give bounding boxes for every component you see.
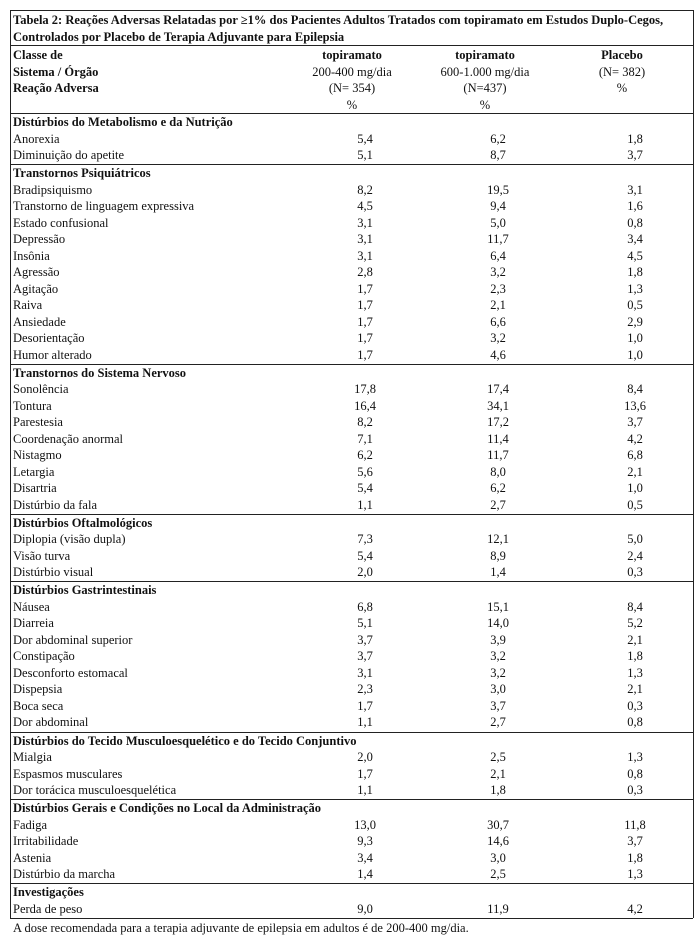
value-placebo: 0,3 — [627, 698, 643, 713]
table-row — [13, 901, 683, 918]
table-row — [13, 782, 683, 799]
value-topiramato-600-1000: 17,4 — [487, 382, 509, 397]
reaction-label: Astenia — [13, 850, 52, 865]
header-line: 600-1.000 mg/dia — [440, 64, 530, 79]
value-placebo: 1,3 — [627, 665, 643, 680]
value-topiramato-200-400: 3,1 — [357, 215, 373, 230]
value-topiramato-600-1000: 12,1 — [487, 532, 509, 547]
value-topiramato-600-1000: 2,1 — [490, 766, 506, 781]
header-line: Classe de — [13, 48, 63, 62]
value-topiramato-200-400: 1,7 — [357, 347, 373, 362]
value-placebo: 1,8 — [627, 131, 643, 146]
value-topiramato-200-400: 3,7 — [357, 649, 373, 664]
value-topiramato-600-1000: 6,2 — [490, 131, 506, 146]
table-row — [13, 464, 683, 481]
value-topiramato-600-1000: 3,2 — [490, 665, 506, 680]
reaction-label: Irritabilidade — [13, 834, 79, 849]
table-row — [13, 414, 683, 431]
value-placebo: 4,2 — [627, 431, 643, 446]
value-placebo: 3,4 — [627, 232, 643, 247]
value-topiramato-600-1000: 9,4 — [490, 199, 506, 214]
value-placebo: 0,3 — [627, 783, 643, 797]
reaction-label: Perda de peso — [13, 901, 83, 916]
reaction-label: Diarreia — [13, 616, 54, 631]
value-placebo: 6,8 — [627, 448, 643, 463]
value-topiramato-200-400: 1,4 — [357, 867, 373, 882]
reaction-label: Humor alterado — [13, 347, 92, 362]
table-caption: Tabela 2: Reações Adversas Relatadas por ≥1% dos Pacientes Adultos Tratados com topiramato em Estudos Duplo-Cegos, Controlados por Placebo de Terapia Adjuvante para Epilepsia — [13, 13, 664, 44]
value-topiramato-600-1000: 14,0 — [487, 616, 509, 631]
table-row — [13, 330, 683, 347]
value-placebo: 3,7 — [627, 834, 643, 849]
section-title: Transtornos do Sistema Nervoso — [13, 365, 187, 380]
header-line: Sistema / Órgão — [13, 64, 99, 79]
value-topiramato-200-400: 3,4 — [357, 850, 373, 865]
reaction-label: Letargia — [13, 464, 55, 479]
table-row — [13, 381, 683, 398]
section-title: Transtornos Psiquiátricos — [13, 166, 151, 181]
table-row — [13, 480, 683, 497]
value-topiramato-200-400: 6,2 — [357, 448, 373, 463]
reaction-label: Desorientação — [13, 331, 85, 346]
reaction-label: Diminuição do apetite — [13, 148, 125, 162]
reaction-label: Espasmos musculares — [13, 766, 123, 781]
reaction-label: Diplopia (visão dupla) — [13, 532, 126, 547]
value-topiramato-600-1000: 1,8 — [490, 783, 506, 797]
value-topiramato-600-1000: 14,6 — [487, 834, 509, 849]
value-topiramato-600-1000: 2,7 — [490, 497, 506, 512]
reaction-label: Distúrbio visual — [13, 565, 94, 580]
table-row — [13, 447, 683, 464]
reaction-label: Anorexia — [13, 131, 60, 146]
reaction-label: Parestesia — [13, 415, 63, 430]
reaction-label: Raiva — [13, 298, 43, 313]
table-row — [13, 548, 683, 565]
table-row — [13, 615, 683, 632]
value-placebo: 2,9 — [627, 314, 643, 329]
value-placebo: 1,8 — [627, 850, 643, 865]
value-topiramato-200-400: 1,7 — [357, 331, 373, 346]
value-placebo: 3,7 — [627, 415, 643, 430]
value-topiramato-200-400: 9,0 — [357, 901, 373, 916]
value-topiramato-600-1000: 4,6 — [490, 347, 506, 362]
section-title: Distúrbios Gerais e Condições no Local da Administração — [13, 801, 321, 816]
table-row — [13, 866, 683, 883]
value-topiramato-200-400: 3,7 — [357, 632, 373, 647]
header-line: Placebo — [601, 48, 643, 62]
value-topiramato-600-1000: 30,7 — [487, 817, 509, 832]
value-placebo: 1,0 — [627, 331, 643, 346]
value-topiramato-600-1000: 3,0 — [490, 682, 506, 697]
value-placebo: 0,5 — [627, 298, 643, 313]
value-topiramato-200-400: 7,1 — [357, 431, 373, 446]
reaction-label: Desconforto estomacal — [13, 665, 128, 680]
reaction-label: Visão turva — [13, 548, 71, 563]
table-row — [13, 281, 683, 298]
table-row — [13, 850, 683, 867]
table-row — [13, 314, 683, 331]
value-topiramato-600-1000: 2,5 — [490, 867, 506, 882]
value-topiramato-200-400: 2,8 — [357, 265, 373, 280]
section-rule — [10, 883, 693, 884]
value-topiramato-200-400: 1,1 — [357, 715, 373, 730]
value-topiramato-200-400: 8,2 — [357, 182, 373, 197]
value-topiramato-200-400: 1,7 — [357, 281, 373, 296]
reaction-label: Dor torácica musculoesquelética — [13, 783, 177, 797]
value-placebo: 4,5 — [627, 248, 643, 263]
value-topiramato-600-1000: 3,2 — [490, 331, 506, 346]
reaction-label: Distúrbio da marcha — [13, 867, 116, 882]
section-rule — [10, 364, 693, 365]
table-row — [13, 665, 683, 682]
table-row — [13, 398, 683, 415]
header-line: % — [616, 81, 628, 95]
table-footnote: A dose recomendada para a terapia adjuvante de epilepsia em adultos é de 200-400 mg/dia. — [13, 920, 469, 935]
header-line: 200-400 mg/dia — [312, 64, 392, 79]
value-topiramato-200-400: 16,4 — [354, 398, 376, 413]
header-line: % — [346, 97, 358, 112]
value-placebo: 5,0 — [627, 532, 643, 547]
value-topiramato-600-1000: 6,4 — [490, 248, 506, 263]
value-topiramato-600-1000: 17,2 — [487, 415, 509, 430]
value-topiramato-200-400: 3,1 — [357, 665, 373, 680]
table-row — [13, 131, 683, 148]
value-topiramato-600-1000: 1,4 — [490, 565, 506, 580]
value-topiramato-600-1000: 11,9 — [487, 901, 509, 916]
reaction-label: Agitação — [13, 281, 59, 296]
value-topiramato-600-1000: 11,4 — [487, 431, 509, 446]
value-placebo: 0,8 — [627, 715, 643, 730]
value-placebo: 2,1 — [627, 464, 643, 479]
table-row — [13, 347, 683, 364]
value-topiramato-200-400: 1,1 — [357, 783, 373, 797]
value-topiramato-600-1000: 19,5 — [487, 182, 509, 197]
value-topiramato-600-1000: 3,0 — [490, 850, 506, 865]
value-topiramato-200-400: 13,0 — [354, 817, 376, 832]
table-row — [13, 632, 683, 649]
value-topiramato-600-1000: 2,7 — [490, 715, 506, 730]
reaction-label: Fadiga — [13, 817, 48, 832]
table-top-rule — [10, 10, 693, 11]
table-row — [13, 714, 683, 731]
reaction-label: Agressão — [13, 265, 60, 280]
value-topiramato-200-400: 5,1 — [357, 148, 373, 162]
value-topiramato-600-1000: 3,2 — [490, 265, 506, 280]
table-border — [10, 10, 11, 918]
header-line: (N= 354) — [328, 81, 376, 95]
section-title: Investigações — [13, 885, 84, 900]
value-placebo: 1,8 — [627, 265, 643, 280]
reaction-label: Disartria — [13, 481, 57, 496]
table-row — [13, 215, 683, 232]
value-placebo: 4,2 — [627, 901, 643, 916]
reaction-label: Sonolência — [13, 382, 69, 397]
reaction-label: Estado confusional — [13, 215, 109, 230]
reaction-label: Dor abdominal — [13, 715, 89, 730]
table-row — [13, 497, 683, 514]
value-topiramato-200-400: 1,7 — [357, 766, 373, 781]
caption-rule — [10, 45, 693, 46]
section-rule — [10, 918, 693, 919]
reaction-label: Boca seca — [13, 698, 64, 713]
value-placebo: 13,6 — [624, 398, 646, 413]
value-topiramato-200-400: 2,0 — [357, 750, 373, 764]
value-placebo: 2,4 — [627, 548, 643, 563]
section-rule — [10, 732, 693, 733]
value-topiramato-600-1000: 11,7 — [487, 448, 509, 463]
value-topiramato-200-400: 5,4 — [357, 131, 373, 146]
table-row — [13, 766, 683, 783]
header-line: topiramato — [322, 48, 382, 62]
section-title: Distúrbios Oftalmológicos — [13, 515, 153, 530]
table-row — [13, 599, 683, 616]
header-line: topiramato — [455, 48, 515, 62]
header-placebo — [582, 47, 662, 97]
value-topiramato-200-400: 5,1 — [357, 616, 373, 631]
value-topiramato-600-1000: 11,7 — [487, 232, 509, 247]
value-placebo: 1,3 — [627, 867, 643, 882]
value-placebo: 2,1 — [627, 632, 643, 647]
value-topiramato-600-1000: 3,9 — [490, 632, 506, 647]
value-placebo: 0,8 — [627, 766, 643, 781]
table-row — [13, 681, 683, 698]
table-row — [13, 147, 683, 164]
header-line: (N=437) — [463, 81, 507, 95]
value-placebo: 1,0 — [627, 481, 643, 496]
value-topiramato-200-400: 5,6 — [357, 464, 373, 479]
value-topiramato-200-400: 9,3 — [357, 834, 373, 849]
section-rule — [10, 581, 693, 582]
value-topiramato-200-400: 4,5 — [357, 199, 373, 214]
value-placebo: 1,8 — [627, 649, 643, 664]
value-placebo: 0,5 — [627, 497, 643, 512]
table-row — [13, 182, 683, 199]
table-row — [13, 198, 683, 215]
value-placebo: 0,3 — [627, 565, 643, 580]
value-topiramato-200-400: 5,4 — [357, 548, 373, 563]
table-row — [13, 431, 683, 448]
value-placebo: 3,7 — [627, 148, 643, 162]
header-line: (N= 382) — [598, 64, 646, 79]
value-placebo: 8,4 — [627, 599, 643, 614]
table-row — [13, 564, 683, 581]
value-topiramato-600-1000: 3,2 — [490, 649, 506, 664]
reaction-label: Bradipsiquismo — [13, 182, 93, 197]
value-topiramato-600-1000: 5,0 — [490, 215, 506, 230]
value-topiramato-200-400: 1,7 — [357, 298, 373, 313]
section-rule — [10, 799, 693, 800]
value-placebo: 1,6 — [627, 199, 643, 214]
value-topiramato-200-400: 8,2 — [357, 415, 373, 430]
header-line: % — [479, 97, 491, 112]
value-topiramato-600-1000: 6,6 — [490, 314, 506, 329]
value-topiramato-600-1000: 2,1 — [490, 298, 506, 313]
value-topiramato-600-1000: 2,3 — [490, 281, 506, 296]
reaction-label: Insônia — [13, 248, 50, 263]
table-row — [13, 698, 683, 715]
header-system-organ — [13, 47, 99, 97]
table-row — [13, 817, 683, 834]
header-topiramato-200-400 — [302, 47, 402, 113]
table-row — [13, 231, 683, 248]
value-placebo: 3,1 — [627, 182, 643, 197]
value-placebo: 1,3 — [627, 281, 643, 296]
value-topiramato-600-1000: 2,5 — [490, 750, 506, 764]
table-row — [13, 264, 683, 281]
value-topiramato-600-1000: 8,9 — [490, 548, 506, 563]
reaction-label: Mialgia — [13, 750, 52, 764]
value-topiramato-600-1000: 8,0 — [490, 464, 506, 479]
value-topiramato-200-400: 17,8 — [354, 382, 376, 397]
section-rule — [10, 514, 693, 515]
section-title: Distúrbios do Metabolismo e da Nutrição — [13, 115, 233, 129]
value-topiramato-200-400: 7,3 — [357, 532, 373, 547]
value-topiramato-200-400: 2,3 — [357, 682, 373, 697]
value-topiramato-600-1000: 15,1 — [487, 599, 509, 614]
table-row — [13, 749, 683, 766]
reaction-label: Transtorno de linguagem expressiva — [13, 199, 195, 214]
value-placebo: 0,8 — [627, 215, 643, 230]
value-topiramato-200-400: 3,1 — [357, 248, 373, 263]
value-topiramato-200-400: 1,1 — [357, 497, 373, 512]
reaction-label: Dor abdominal superior — [13, 632, 133, 647]
value-topiramato-200-400: 1,7 — [357, 698, 373, 713]
value-topiramato-600-1000: 34,1 — [487, 398, 509, 413]
reaction-label: Dispepsia — [13, 682, 63, 697]
value-topiramato-200-400: 6,8 — [357, 599, 373, 614]
reaction-label: Tontura — [13, 398, 52, 413]
section-title: Distúrbios do Tecido Musculoesquelético e do Tecido Conjuntivo — [13, 733, 357, 748]
value-placebo: 5,2 — [627, 616, 643, 631]
value-topiramato-200-400: 1,7 — [357, 314, 373, 329]
reaction-label: Nistagmo — [13, 448, 62, 463]
value-topiramato-200-400: 3,1 — [357, 232, 373, 247]
table-border — [693, 10, 694, 918]
table-row — [13, 531, 683, 548]
reaction-label: Depressão — [13, 232, 66, 247]
reaction-label: Ansiedade — [13, 314, 66, 329]
table-row — [13, 648, 683, 665]
reaction-label: Náusea — [13, 599, 50, 614]
value-placebo: 1,0 — [627, 347, 643, 362]
header-line: Reação Adversa — [13, 81, 99, 95]
table-row — [13, 248, 683, 265]
value-placebo: 8,4 — [627, 382, 643, 397]
reaction-label: Distúrbio da fala — [13, 497, 98, 512]
section-rule — [10, 164, 693, 165]
section-title: Distúrbios Gastrintestinais — [13, 583, 157, 598]
value-topiramato-200-400: 5,4 — [357, 481, 373, 496]
value-topiramato-600-1000: 6,2 — [490, 481, 506, 496]
value-topiramato-600-1000: 8,7 — [490, 148, 506, 162]
value-topiramato-600-1000: 3,7 — [490, 698, 506, 713]
value-placebo: 2,1 — [627, 682, 643, 697]
reaction-label: Coordenação anormal — [13, 431, 124, 446]
header-topiramato-600-1000 — [432, 47, 538, 113]
reaction-label: Constipação — [13, 649, 75, 664]
value-placebo: 11,8 — [624, 817, 646, 832]
value-placebo: 1,3 — [627, 750, 643, 764]
table-row — [13, 297, 683, 314]
value-topiramato-200-400: 2,0 — [357, 565, 373, 580]
table-row — [13, 833, 683, 850]
header-rule — [10, 113, 693, 114]
